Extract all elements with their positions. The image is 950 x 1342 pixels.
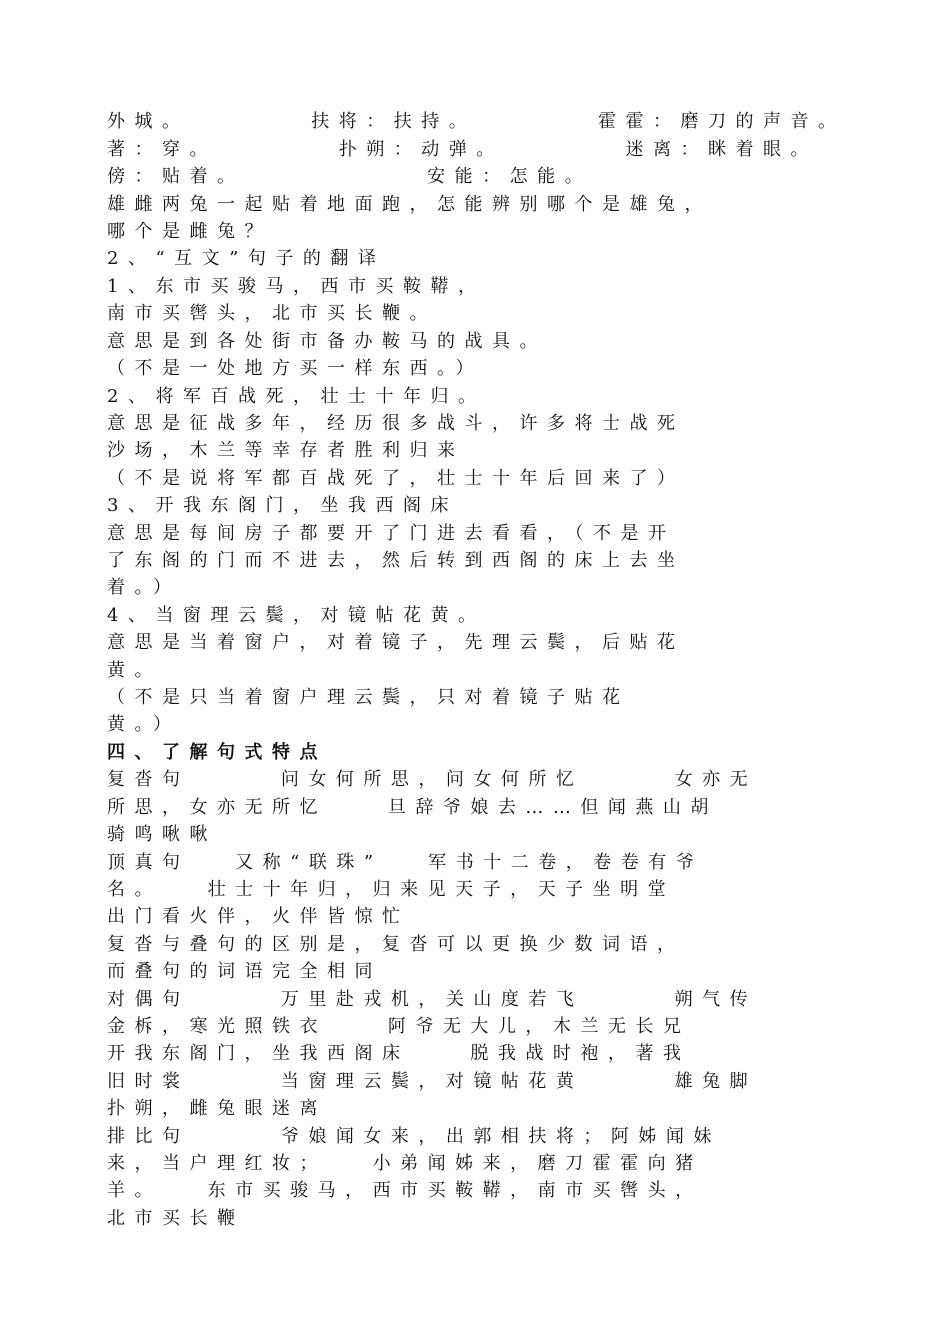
text-line: 北市买长鞭 (107, 1208, 245, 1229)
text-line: 3、开我东阁门，坐我西阁床 (107, 495, 458, 516)
text-line: 而叠句的词语完全相同 (107, 961, 382, 982)
text-line: 4、当窗理云鬓，对镜帖花黄。 (107, 605, 486, 626)
text-line: 黄。 (107, 660, 162, 681)
text-line: 2、将军百战死，壮士十年归。 (107, 386, 486, 407)
text-line: 复沓与叠句的区别是，复沓可以更换少数词语， (107, 934, 685, 955)
text-line: 雄雌两兔一起贴着地面跑，怎能辨别哪个是雄兔， (107, 194, 712, 215)
text-line: 哪个是雌兔？ (107, 221, 272, 242)
text-line: 开我东阁门，坐我西阁床 脱我战时袍，著我 (107, 1043, 691, 1064)
text-line: 排比句 爷娘闻女来，出郭相扶将；阿姊闻妹 (107, 1126, 721, 1147)
text-line: 外城。 扶将：扶持。 霍霍：磨刀的声音。 (107, 111, 846, 132)
text-line: 意思是每间房子都要开了门进去看看，（不是开 (107, 523, 676, 544)
text-line: （不是说将军都百战死了，壮士十年后回来了） (107, 468, 685, 489)
text-line: （不是只当着窗户理云鬓，只对着镜子贴花 (107, 687, 630, 708)
text-line: 了东阁的门而不进去，然后转到西阁的床上去坐 (107, 550, 685, 571)
text-line: 来，当户理红妆； 小弟闻姊来，磨刀霍霍向猪 (107, 1153, 703, 1174)
text-line: 着。） (107, 577, 181, 598)
text-line: 旧时裳 当窗理云鬓，对镜帖花黄 雄兔脚 (107, 1071, 758, 1092)
text-line: 傍：贴着。 安能：怎能。 (107, 166, 593, 187)
text-line: 南市买辔头，北市买长鞭。 (107, 303, 437, 324)
text-line: 扑朔，雌兔眼迷离 (107, 1098, 327, 1119)
text-line: 意思是当着窗户，对着镜子，先理云鬓，后贴花 (107, 632, 685, 653)
text-line: 出门看火伴，火伴皆惊忙 (107, 906, 410, 927)
text-line: 金柝，寒光照铁衣 阿爷无大儿，木兰无长兄 (107, 1016, 691, 1037)
text-line: 羊。 东市买骏马，西市买鞍鞯，南市买辔头， (107, 1180, 703, 1201)
text-line: 沙场，木兰等幸存者胜利归来 (107, 440, 465, 461)
text-line: 所思，女亦无所忆 旦辞爷娘去……但闻燕山胡 (107, 797, 718, 818)
section-heading: 2、“互文”句子的翻译 (107, 248, 386, 269)
text-line: 名。 壮士十年归，归来见天子，天子坐明堂 (107, 879, 676, 900)
text-line: 1、东市买骏马，西市买鞍鞯， (107, 276, 486, 297)
text-line: 骑鸣啾啾 (107, 824, 217, 845)
text-line: 意思是到各处街市备办鞍马的战具。 (107, 331, 547, 352)
text-line: 复沓句 问女何所思，问女何所忆 女亦无 (107, 769, 758, 790)
text-line: 顶真句 又称“联珠” 军书十二卷，卷卷有爷 (107, 852, 704, 873)
text-line: 对偶句 万里赴戎机，关山度若飞 朔气传 (107, 989, 758, 1010)
section-heading-bold: 四、了解句式特点 (107, 742, 327, 763)
text-line: 黄。） (107, 714, 181, 735)
text-line: （不是一处地方买一样东西。） (107, 358, 483, 379)
text-line: 意思是征战多年，经历很多战斗，许多将士战死 (107, 413, 685, 434)
text-line: 著：穿。 扑朔：动弹。 迷离：眯着眼。 (107, 139, 819, 160)
